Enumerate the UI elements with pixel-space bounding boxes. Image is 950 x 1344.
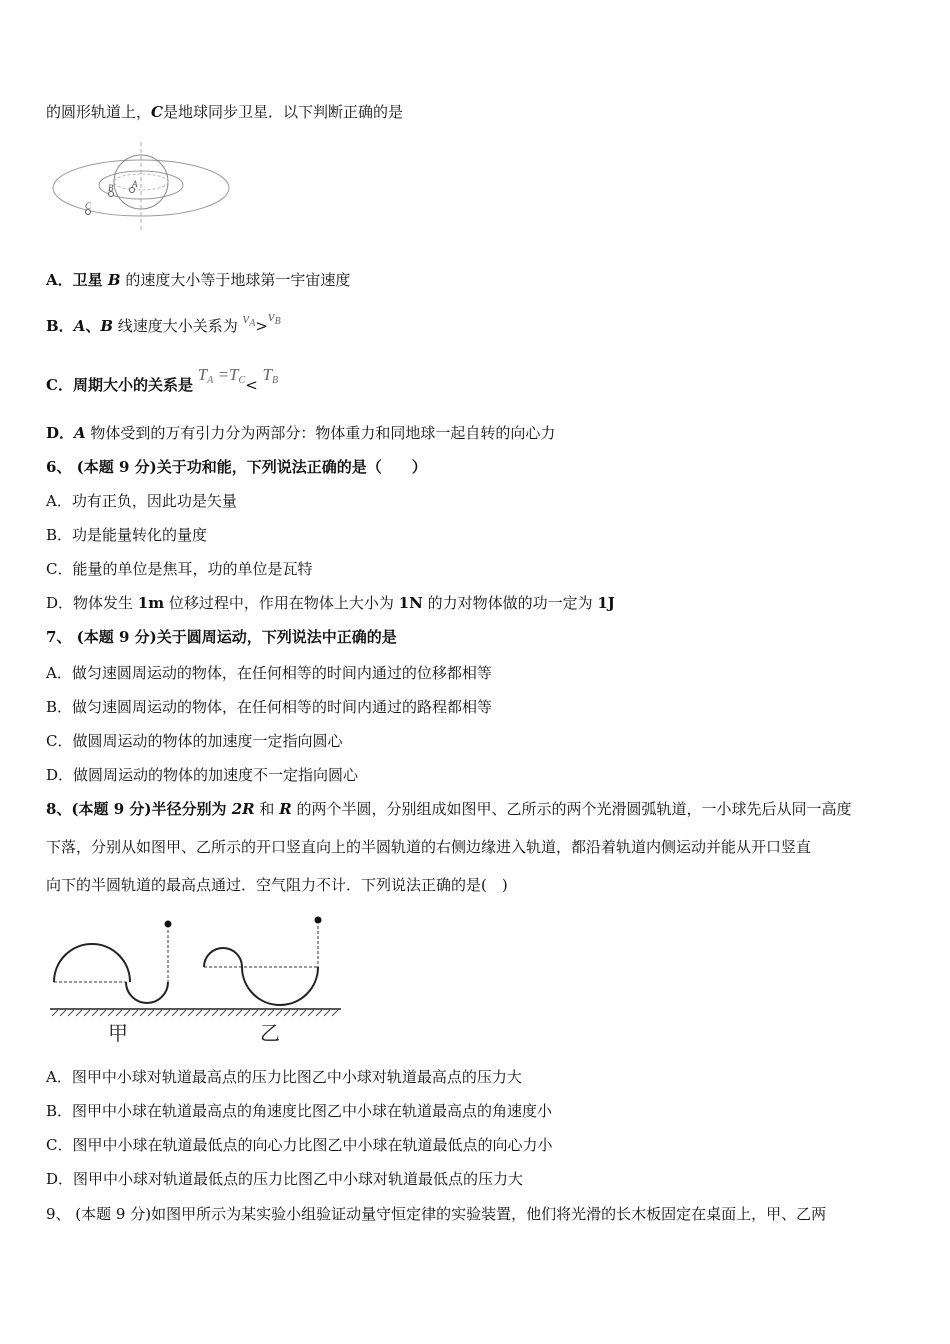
label-a: A [132,179,138,189]
distance-1m: 1m [137,594,165,612]
yi-ball [315,917,322,924]
var-b: B [100,317,114,335]
q8-stem-line1 [46,799,851,819]
label-jia: 甲 [108,1021,128,1045]
q6-option-a: A．功有正负，因此功是矢量 [46,492,237,510]
q7-option-a: A．做匀速圆周运动的物体，在任何相等的时间内通过的位移都相等 [46,664,492,682]
jia-ball [165,921,172,928]
sub-a: A [207,375,214,386]
q5-option-a [46,270,350,290]
q7-stem: 7、 (本题 9 分)关于圆周运动，下列说法中正确的是 [46,628,397,646]
var-c: C [151,103,163,121]
yi-upper-semicircle [204,948,242,967]
sub-b: B [272,375,279,386]
option-d-mid2: 的力对物体做的功一定为 [422,594,598,612]
radius-2r: 2R [231,800,255,818]
option-a-prefix: A．卫星 [46,271,108,289]
q6-option-b: B．功是能量转化的量度 [46,526,208,544]
question5-stem-tail [46,102,403,122]
v-symbol: v [267,309,275,325]
q6-option-d [46,593,615,613]
option-c-prefix: C．周期大小的关系是 [46,376,193,394]
var-a: A [74,424,86,442]
q7-option-d: D．做圆周运动的物体的加速度不一定指向圆心 [46,766,359,784]
sub-c: C [238,375,246,386]
var-b: B [107,271,121,289]
label-b: B [108,183,114,193]
option-b-prefix: B． [46,317,74,335]
q5-option-b [46,309,281,342]
q6-stem: 6、 (本题 9 分)关于功和能，下列说法正确的是（ ） [46,458,427,476]
q8-option-b: B．图甲中小球在轨道最高点的角速度比图乙中小球在轨道最高点的角速度小 [46,1102,553,1120]
sub-a: A [249,318,256,329]
orbit-figure [46,140,236,235]
t-symbol: T [262,365,273,384]
less-than: < [245,376,258,394]
option-d-mid: 位移过程中，作用在物体上大小为 [164,594,399,612]
q8-stem-line2: 下落，分别从如图甲、乙所示的开口竖直向上的半圆轨道的右侧边缘进入轨道，都沿着轨道内侧运动并能从开口竖直 [46,838,812,856]
label-yi: 乙 [260,1021,280,1045]
radius-r: R [279,800,292,818]
work-1j: 1J [597,594,615,612]
q7-option-b: B．做匀速圆周运动的物体，在任何相等的时间内通过的路程都相等 [46,698,493,716]
label-c: C [85,201,92,211]
period-b [263,365,279,384]
intro-prefix: 的圆形轨道上， [46,103,152,121]
v-symbol: v [242,311,250,327]
t-symbol: T [229,365,239,384]
q5-option-c [46,365,279,401]
var-a: A [73,317,86,335]
intro-suffix: 是地球同步卫星．以下判断正确的是 [162,103,403,121]
q9-stem: 9、 (本题 9 分)如图甲所示为某实验小组验证动量守恒定律的实验装置，他们将光滑的长木板固定在桌面上，甲、乙两 [46,1205,827,1223]
q8-stem-line3: 向下的半圆轨道的最高点通过．空气阻力不计．下列说法正确的是( ) [46,876,508,894]
option-d-prefix: D．物体发生 [46,594,138,612]
track-figure [46,912,346,1047]
q8-option-c: C．图甲中小球在轨道最低点的向心力比图乙中小球在轨道最低点的向心力小 [46,1136,553,1154]
q7-option-c: C．做圆周运动的物体的加速度一定指向圆心 [46,732,343,750]
jia-upper-semicircle [54,944,130,982]
greater-than: > [255,317,268,335]
q8-option-a: A．图甲中小球对轨道最高点的压力比图乙中小球对轨道最高点的压力大 [46,1068,522,1086]
velocity-b [268,309,281,325]
q6-option-c: C．能量的单位是焦耳，功的单位是瓦特 [46,560,313,578]
option-d-text: 物体受到的万有引力分为两部分：物体重力和同地球一起自转的向心力 [85,424,556,442]
separator: 、 [85,317,101,335]
option-d-prefix: D． [46,424,75,442]
yi-lower-semicircle [242,967,318,1005]
stem-suffix: 的两个半圆，分别组成如图甲、乙所示的两个光滑圆弧轨道，一小球先后从同一高度 [291,800,852,818]
jia-lower-semicircle [126,982,168,1003]
stem-mid: 和 [254,800,280,818]
sub-b: B [274,316,281,327]
equals: = [217,365,230,384]
velocity-a [243,311,256,327]
stem-prefix: 8、(本题 9 分)半径分别为 [46,800,232,818]
ground-hatch [52,1010,338,1016]
q8-option-d: D．图甲中小球对轨道最低点的压力比图乙中小球对轨道最低点的压力大 [46,1170,524,1188]
option-a-text: 的速度大小等于地球第一宇宙速度 [120,271,351,289]
t-symbol: T [197,365,208,384]
option-b-text: 线速度大小关系为 [113,317,238,335]
force-1n: 1N [398,594,423,612]
period-expression [198,365,245,384]
q5-option-d [46,423,555,443]
